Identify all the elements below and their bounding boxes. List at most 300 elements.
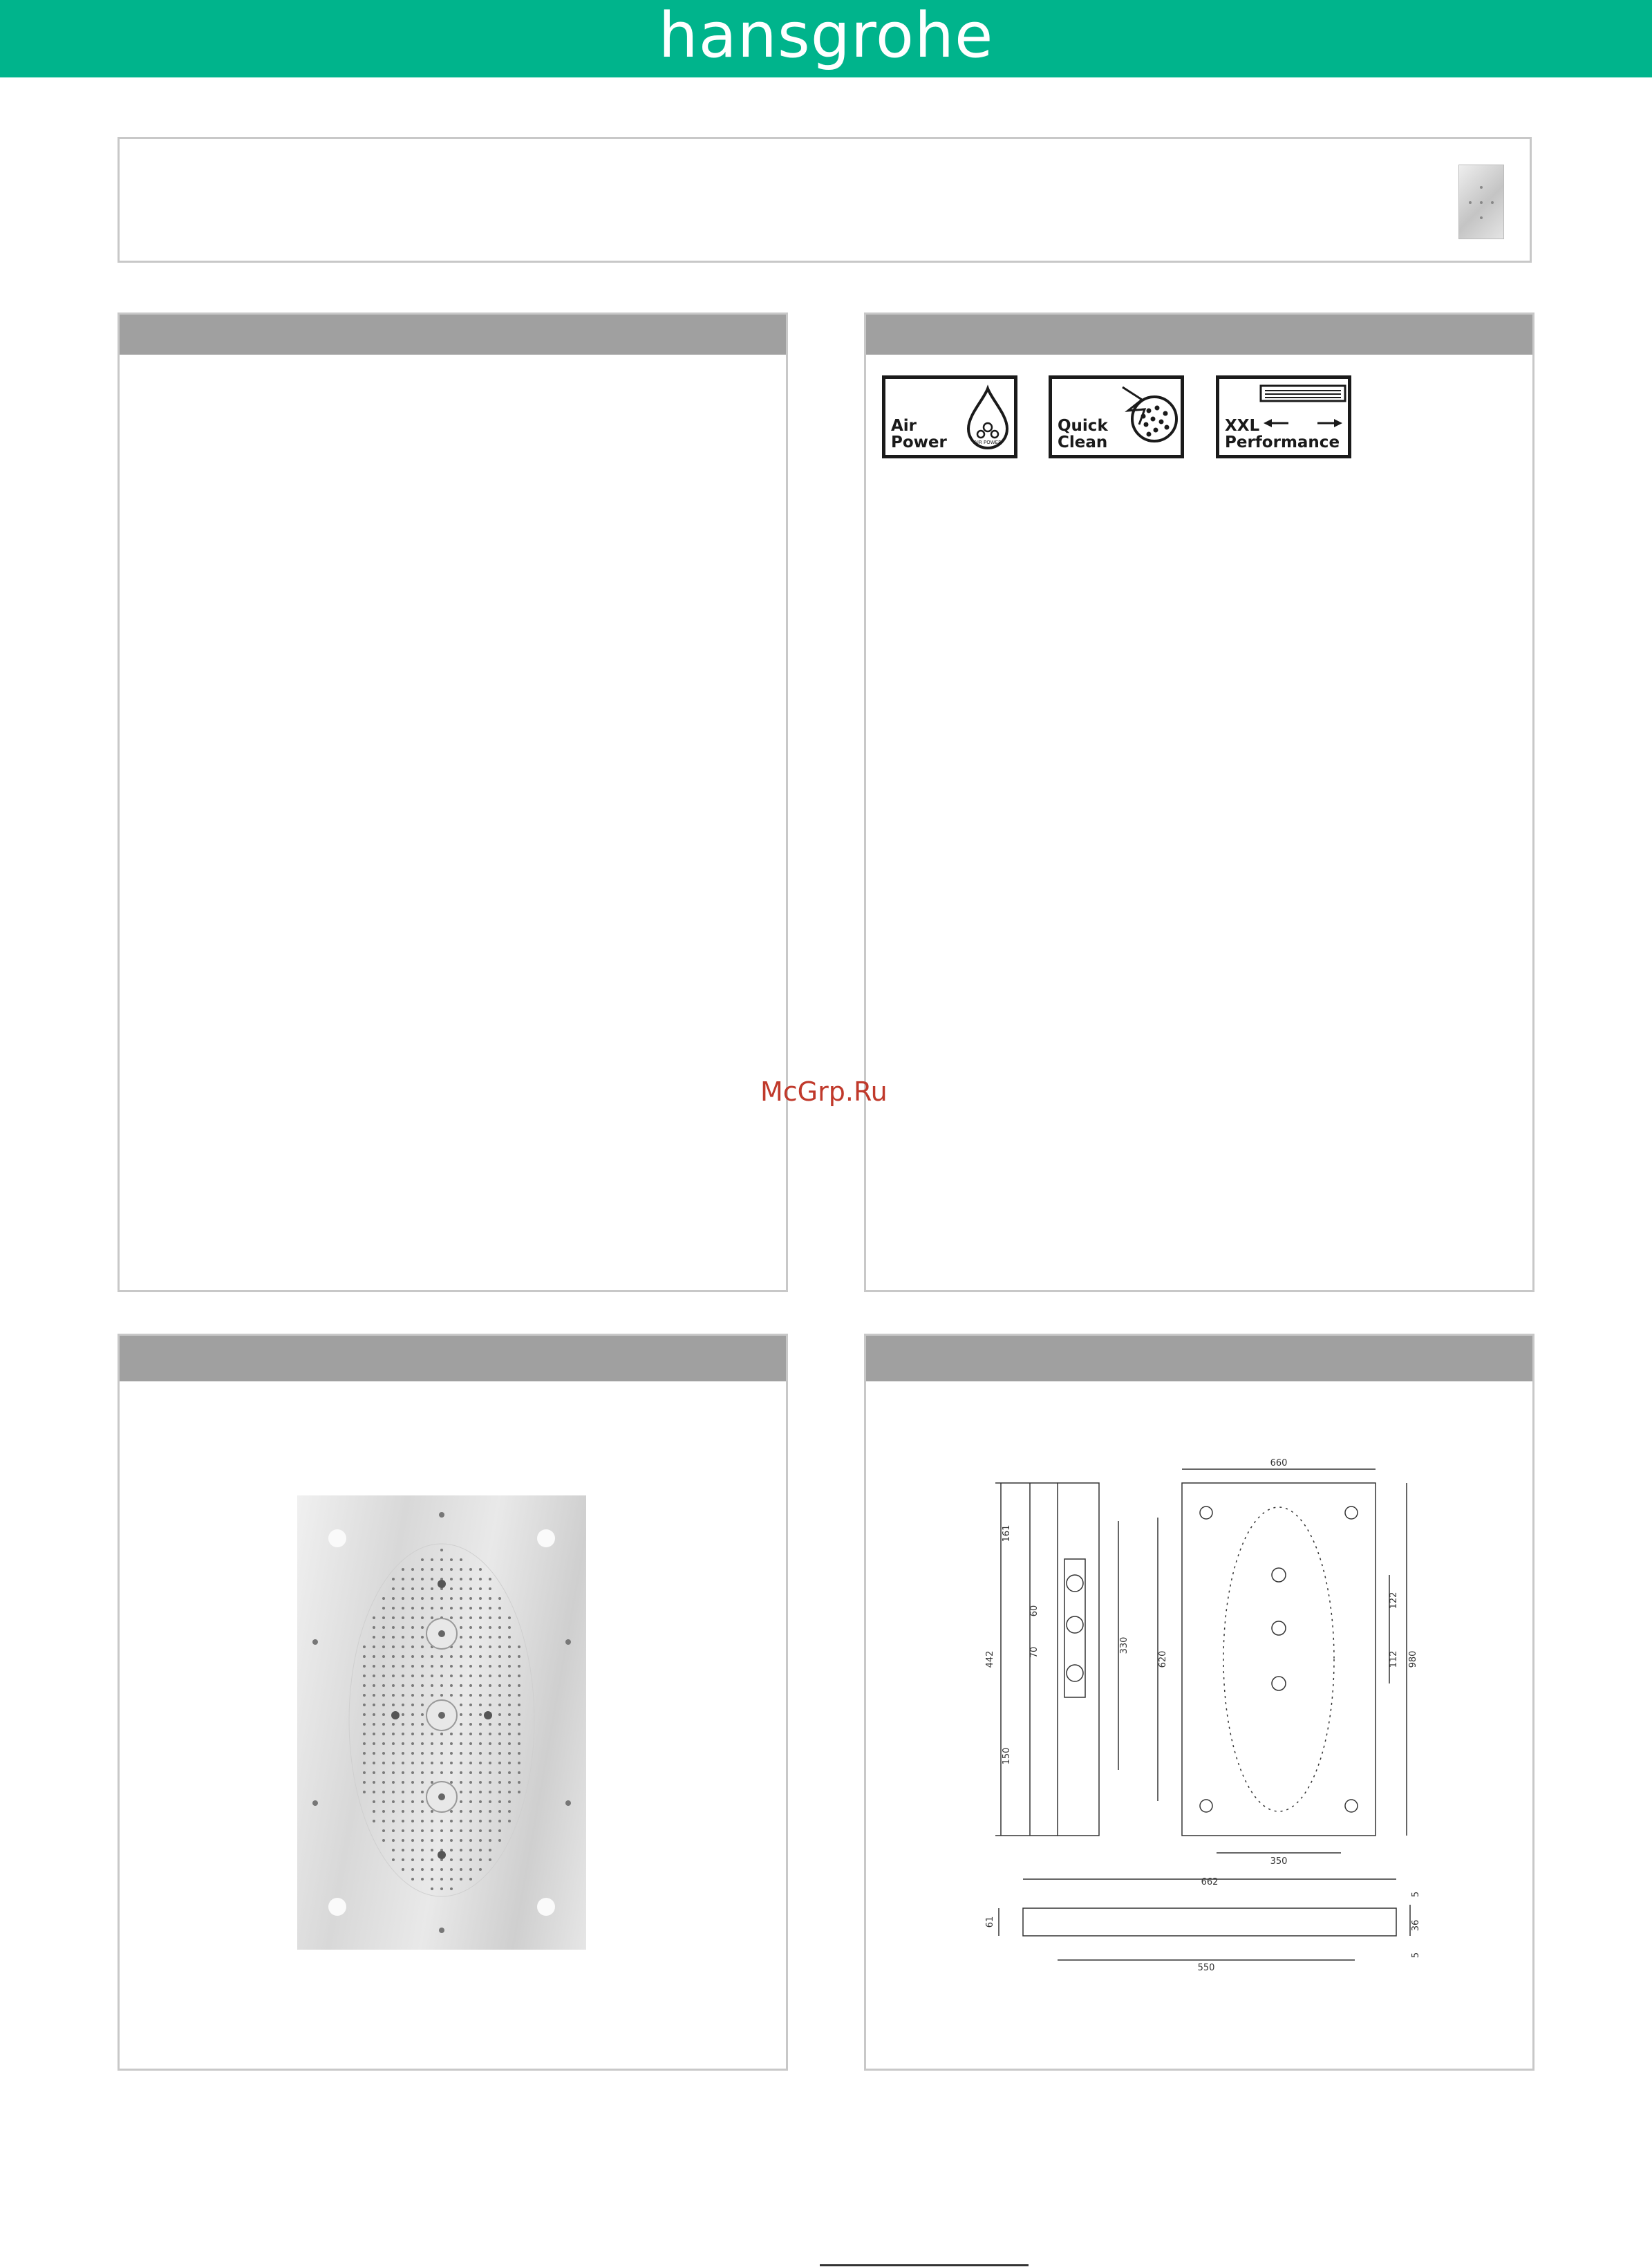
nozzle-dot	[421, 1781, 424, 1784]
nozzle-dot	[489, 1665, 491, 1668]
nozzle-dot	[431, 1829, 433, 1832]
nozzle-dot	[460, 1820, 462, 1822]
nozzle-dot	[498, 1839, 501, 1842]
nozzle-dot	[498, 1752, 501, 1755]
nozzle-dot	[498, 1607, 501, 1610]
nozzle-dot	[450, 1578, 453, 1580]
nozzle-dot	[411, 1568, 414, 1571]
nozzle-dot	[518, 1704, 520, 1706]
nozzle-dot	[431, 1742, 433, 1745]
nozzle-dot	[392, 1829, 395, 1832]
nozzle-dot	[421, 1616, 424, 1619]
nozzle-dot	[469, 1868, 472, 1871]
nozzle-dot	[479, 1684, 482, 1687]
nozzle-dot	[421, 1607, 424, 1610]
nozzle-dot	[489, 1578, 491, 1580]
nozzle-dot	[450, 1742, 453, 1745]
nozzle-dot	[402, 1568, 404, 1571]
nozzle-dot	[392, 1636, 395, 1639]
nozzle-dot	[431, 1665, 433, 1668]
nozzle-dot	[402, 1684, 404, 1687]
nozzle-dot	[469, 1762, 472, 1764]
nozzle-dot	[479, 1578, 482, 1580]
nozzle-dot	[402, 1636, 404, 1639]
nozzle-dot	[402, 1616, 404, 1619]
nozzle-dot	[402, 1723, 404, 1726]
shower-head-thumbnail	[1458, 165, 1504, 239]
nozzle-dot	[450, 1558, 453, 1561]
nozzle-dot	[382, 1829, 385, 1832]
nozzle-dot	[460, 1771, 462, 1774]
nozzle-dot	[508, 1713, 511, 1716]
nozzle-dot	[382, 1800, 385, 1803]
nozzle-dot	[479, 1858, 482, 1861]
nozzle-dot	[450, 1607, 453, 1610]
nozzle-dot	[489, 1820, 491, 1822]
nozzle-dot	[392, 1791, 395, 1793]
nozzle-dot	[421, 1636, 424, 1639]
nozzle-dot	[402, 1829, 404, 1832]
nozzle-dot	[411, 1820, 414, 1822]
nozzle-dot	[450, 1674, 453, 1677]
nozzle-dot	[440, 1549, 443, 1551]
nozzle-dot	[508, 1723, 511, 1726]
nozzle-dot	[518, 1781, 520, 1784]
nozzle-dot	[431, 1839, 433, 1842]
nozzle-dot	[421, 1839, 424, 1842]
nozzle-dot	[498, 1723, 501, 1726]
nozzle-dot	[518, 1742, 520, 1745]
nozzle-dot	[440, 1607, 443, 1610]
nozzle-dot	[411, 1607, 414, 1610]
nozzle-dot	[479, 1713, 482, 1716]
nozzle-dot	[460, 1849, 462, 1851]
nozzle-dot	[498, 1810, 501, 1813]
nozzle-dot	[508, 1820, 511, 1822]
air-power-badge	[882, 375, 1017, 458]
nozzle-dot	[421, 1829, 424, 1832]
nozzle-dot	[363, 1733, 366, 1735]
nozzle-dot	[489, 1723, 491, 1726]
nozzle-dot	[392, 1674, 395, 1677]
nozzle-dot	[363, 1752, 366, 1755]
nozzle-dot	[421, 1742, 424, 1745]
nozzle-dot	[489, 1762, 491, 1764]
nozzle-dot	[508, 1752, 511, 1755]
nozzle-dot	[373, 1800, 375, 1803]
nozzle-dot	[518, 1791, 520, 1793]
nozzle-dot	[469, 1578, 472, 1580]
nozzle-dot	[363, 1742, 366, 1745]
badge-label: Performance	[1225, 433, 1340, 451]
nozzle-dot	[450, 1616, 453, 1619]
nozzle-dot	[440, 1568, 443, 1571]
nozzle-dot	[421, 1597, 424, 1600]
nozzle-dot	[411, 1694, 414, 1697]
nozzle-dot	[469, 1810, 472, 1813]
dim-label: 70	[1029, 1646, 1040, 1659]
quick-clean-badge	[1049, 375, 1184, 458]
nozzle-dot	[498, 1626, 501, 1629]
nozzle-dot	[373, 1820, 375, 1822]
nozzle-dot	[479, 1616, 482, 1619]
nozzle-dot	[460, 1674, 462, 1677]
dim-label: 150	[1002, 1747, 1012, 1765]
nozzle-dot	[498, 1704, 501, 1706]
nozzle-dot	[460, 1752, 462, 1755]
nozzle-dot	[498, 1597, 501, 1600]
nozzle-dot	[411, 1626, 414, 1629]
nozzle-dot	[431, 1878, 433, 1881]
nozzle-dot	[392, 1655, 395, 1658]
nozzle-dot	[460, 1762, 462, 1764]
nozzle-dot	[460, 1626, 462, 1629]
nozzle-dot	[479, 1607, 482, 1610]
nozzle-dot	[382, 1626, 385, 1629]
nozzle-dot	[402, 1849, 404, 1851]
nozzle-dot	[373, 1781, 375, 1784]
technical-dimension-drawing	[968, 1452, 1438, 1977]
nozzle-dot	[489, 1636, 491, 1639]
nozzle-dot	[373, 1704, 375, 1706]
nozzle-dot	[363, 1694, 366, 1697]
nozzle-dot	[469, 1704, 472, 1706]
nozzle-dot	[460, 1616, 462, 1619]
nozzle-dot	[373, 1636, 375, 1639]
nozzle-dot	[402, 1655, 404, 1658]
nozzle-dot	[392, 1820, 395, 1822]
nozzle-dot	[363, 1704, 366, 1706]
nozzle-dot	[421, 1626, 424, 1629]
nozzle-dot	[382, 1636, 385, 1639]
panel-header	[120, 1336, 786, 1381]
nozzle-dot	[421, 1655, 424, 1658]
nozzle-dot	[392, 1626, 395, 1629]
nozzle-dot	[450, 1858, 453, 1861]
nozzle-dot	[411, 1868, 414, 1871]
nozzle-dot	[411, 1781, 414, 1784]
nozzle-dot	[479, 1655, 482, 1658]
nozzle-dot	[382, 1820, 385, 1822]
nozzle-dot	[498, 1713, 501, 1716]
nozzle-dot	[440, 1762, 443, 1764]
nozzle-dot	[431, 1810, 433, 1813]
nozzle-dot	[460, 1858, 462, 1861]
nozzle-dot	[469, 1568, 472, 1571]
nozzle-dot	[498, 1781, 501, 1784]
nozzle-dot	[392, 1607, 395, 1610]
nozzle-dot	[450, 1849, 453, 1851]
nozzle-dot	[460, 1829, 462, 1832]
nozzle-dot	[373, 1626, 375, 1629]
nozzle-dot	[498, 1694, 501, 1697]
nozzle-dot	[450, 1810, 453, 1813]
nozzle-dot	[421, 1713, 424, 1716]
nozzle-dot	[382, 1694, 385, 1697]
nozzle-dot	[373, 1752, 375, 1755]
nozzle-dot	[460, 1578, 462, 1580]
nozzle-dot	[421, 1820, 424, 1822]
nozzle-dot	[469, 1607, 472, 1610]
nozzle-dot	[489, 1810, 491, 1813]
nozzle-dot	[411, 1578, 414, 1580]
nozzle-dot	[402, 1752, 404, 1755]
dim-label: 980	[1408, 1650, 1418, 1668]
nozzle-dot	[469, 1820, 472, 1822]
nozzle-dot	[508, 1742, 511, 1745]
nozzle-dot	[392, 1771, 395, 1774]
nozzle-dot	[498, 1742, 501, 1745]
nozzle-dot	[489, 1829, 491, 1832]
nozzle-dot	[469, 1771, 472, 1774]
dim-label: 620	[1158, 1650, 1168, 1668]
nozzle-dot	[402, 1704, 404, 1706]
nozzle-dot	[431, 1558, 433, 1561]
nozzle-dot	[440, 1829, 443, 1832]
nozzle-dot	[431, 1771, 433, 1774]
nozzle-dot	[392, 1578, 395, 1580]
nozzle-dot	[411, 1597, 414, 1600]
nozzle-dot	[460, 1655, 462, 1658]
nozzle-dot	[508, 1665, 511, 1668]
nozzle-dot	[363, 1645, 366, 1648]
nozzle-dot	[498, 1791, 501, 1793]
nozzle-dot	[469, 1849, 472, 1851]
overhead-shower-photo	[297, 1495, 586, 1950]
nozzle-dot	[382, 1674, 385, 1677]
nozzle-dot	[489, 1791, 491, 1793]
nozzle-dot	[411, 1723, 414, 1726]
nozzle-dot	[373, 1684, 375, 1687]
nozzle-dot	[402, 1607, 404, 1610]
nozzle-dot	[373, 1645, 375, 1648]
nozzle-dot	[402, 1839, 404, 1842]
nozzle-dot	[421, 1878, 424, 1881]
nozzle-dot	[498, 1733, 501, 1735]
nozzle-dot	[421, 1684, 424, 1687]
nozzle-dot	[460, 1607, 462, 1610]
nozzle-dot	[373, 1771, 375, 1774]
nozzle-dot	[479, 1771, 482, 1774]
nozzle-dot	[450, 1829, 453, 1832]
nozzle-dot	[460, 1558, 462, 1561]
nozzle-dot	[450, 1771, 453, 1774]
nozzle-dot	[392, 1752, 395, 1755]
nozzle-dot	[469, 1645, 472, 1648]
nozzle-dot	[421, 1674, 424, 1677]
nozzle-dot	[402, 1674, 404, 1677]
nozzle-dot	[498, 1665, 501, 1668]
nozzle-dot	[469, 1626, 472, 1629]
nozzle-dot	[508, 1762, 511, 1764]
air-power-drop-icon	[963, 384, 1013, 454]
nozzle-dot	[402, 1626, 404, 1629]
nozzle-dot	[508, 1704, 511, 1706]
nozzle-dot	[498, 1636, 501, 1639]
nozzle-dot	[392, 1684, 395, 1687]
nozzle-dot	[450, 1839, 453, 1842]
nozzle-dot	[469, 1781, 472, 1784]
nozzle-dot	[498, 1674, 501, 1677]
nozzle-dot	[382, 1762, 385, 1764]
nozzle-dot	[411, 1878, 414, 1881]
nozzle-dot	[363, 1713, 366, 1716]
nozzle-dot	[431, 1568, 433, 1571]
nozzle-dot	[382, 1781, 385, 1784]
nozzle-dot	[498, 1762, 501, 1764]
nozzle-dot	[382, 1597, 385, 1600]
nozzle-dot	[518, 1684, 520, 1687]
nozzle-dot	[382, 1655, 385, 1658]
nozzle-dot	[440, 1752, 443, 1755]
nozzle-dot	[479, 1568, 482, 1571]
panel-header	[866, 315, 1532, 355]
nozzle-dot	[421, 1791, 424, 1793]
nozzle-dot	[508, 1645, 511, 1648]
nozzle-dot	[460, 1868, 462, 1871]
nozzle-dot	[469, 1694, 472, 1697]
nozzle-dot	[373, 1655, 375, 1658]
nozzle-dot	[363, 1762, 366, 1764]
nozzle-dot	[508, 1655, 511, 1658]
nozzle-dot	[411, 1645, 414, 1648]
nozzle-dot	[411, 1713, 414, 1716]
nozzle-dot	[469, 1616, 472, 1619]
nozzle-dot	[469, 1597, 472, 1600]
nozzle-dot	[489, 1607, 491, 1610]
nozzle-dot	[411, 1616, 414, 1619]
nozzle-dot	[431, 1694, 433, 1697]
nozzle-dot	[440, 1742, 443, 1745]
nozzle-dot	[489, 1597, 491, 1600]
nozzle-dot	[460, 1704, 462, 1706]
nozzle-dot	[440, 1868, 443, 1871]
nozzle-dot	[373, 1616, 375, 1619]
nozzle-dot	[450, 1587, 453, 1590]
nozzle-dot	[431, 1887, 433, 1890]
nozzle-dot	[450, 1733, 453, 1735]
nozzle-dot	[479, 1791, 482, 1793]
nozzle-dot	[450, 1878, 453, 1881]
nozzle-dot	[460, 1742, 462, 1745]
nozzle-dot	[450, 1820, 453, 1822]
nozzle-dot	[508, 1616, 511, 1619]
nozzle-dot	[411, 1704, 414, 1706]
nozzle-dot	[498, 1655, 501, 1658]
nozzle-dot	[469, 1800, 472, 1803]
nozzle-dot	[373, 1762, 375, 1764]
nozzle-dot	[411, 1752, 414, 1755]
nozzle-dot	[421, 1723, 424, 1726]
nozzle-dot	[479, 1839, 482, 1842]
nozzle-dot	[489, 1733, 491, 1735]
panel-top-left	[118, 312, 788, 1292]
nozzle-dot	[450, 1868, 453, 1871]
nozzle-dot	[469, 1733, 472, 1735]
nozzle-dot	[440, 1655, 443, 1658]
nozzle-dot	[498, 1800, 501, 1803]
nozzle-dot	[498, 1684, 501, 1687]
nozzle-dot	[440, 1674, 443, 1677]
nozzle-dot	[421, 1578, 424, 1580]
nozzle-dot	[489, 1849, 491, 1851]
nozzle-dot	[508, 1636, 511, 1639]
nozzle-dot	[402, 1762, 404, 1764]
nozzle-dot	[518, 1723, 520, 1726]
nozzle-dot	[518, 1674, 520, 1677]
nozzle-dot	[382, 1742, 385, 1745]
nozzle-dot	[431, 1607, 433, 1610]
nozzle-dot	[421, 1587, 424, 1590]
nozzle-dot	[402, 1597, 404, 1600]
nozzle-dot	[460, 1839, 462, 1842]
nozzle-dot	[431, 1868, 433, 1871]
nozzle-dot	[489, 1704, 491, 1706]
nozzle-dot	[421, 1771, 424, 1774]
nozzle-dot	[402, 1771, 404, 1774]
nozzle-dot	[440, 1878, 443, 1881]
nozzle-dot	[518, 1645, 520, 1648]
nozzle-dot	[469, 1713, 472, 1716]
nozzle-dot	[498, 1771, 501, 1774]
nozzle-dot	[469, 1684, 472, 1687]
nozzle-dot	[402, 1733, 404, 1735]
nozzle-dot	[489, 1839, 491, 1842]
nozzle-dot	[469, 1878, 472, 1881]
nozzle-dot	[460, 1810, 462, 1813]
nozzle-dot	[460, 1800, 462, 1803]
nozzle-dot	[382, 1791, 385, 1793]
badge-label: Quick	[1058, 417, 1108, 435]
nozzle-dot	[460, 1665, 462, 1668]
nozzle-dot	[382, 1810, 385, 1813]
nozzle-dot	[440, 1839, 443, 1842]
nozzle-dot	[460, 1587, 462, 1590]
nozzle-dot	[508, 1733, 511, 1735]
xxl-shower-head-icon	[1258, 383, 1348, 431]
quick-clean-nozzle-icon	[1118, 383, 1182, 449]
nozzle-dot	[518, 1762, 520, 1764]
nozzle-dot	[508, 1810, 511, 1813]
nozzle-dot	[460, 1878, 462, 1881]
nozzle-dot	[498, 1820, 501, 1822]
nozzle-dot	[508, 1684, 511, 1687]
nozzle-dot	[479, 1636, 482, 1639]
nozzle-dot	[450, 1694, 453, 1697]
nozzle-dot	[392, 1723, 395, 1726]
nozzle-dot	[421, 1800, 424, 1803]
nozzle-dot	[479, 1645, 482, 1648]
nozzle-dot	[392, 1665, 395, 1668]
nozzle-dot	[402, 1820, 404, 1822]
nozzle-dot	[411, 1810, 414, 1813]
watermark-text: McGrp.Ru	[760, 1076, 888, 1107]
nozzle-dot	[479, 1829, 482, 1832]
nozzle-dot	[382, 1771, 385, 1774]
nozzle-dot	[373, 1733, 375, 1735]
nozzle-dot	[479, 1665, 482, 1668]
nozzle-dot	[421, 1558, 424, 1561]
nozzle-dot	[431, 1849, 433, 1851]
nozzle-dot	[382, 1752, 385, 1755]
nozzle-dot	[373, 1713, 375, 1716]
nozzle-dot	[518, 1655, 520, 1658]
nozzle-dot	[421, 1868, 424, 1871]
nozzle-dot	[392, 1762, 395, 1764]
nozzle-dot	[421, 1645, 424, 1648]
nozzle-dot	[479, 1820, 482, 1822]
nozzle-dot	[460, 1781, 462, 1784]
